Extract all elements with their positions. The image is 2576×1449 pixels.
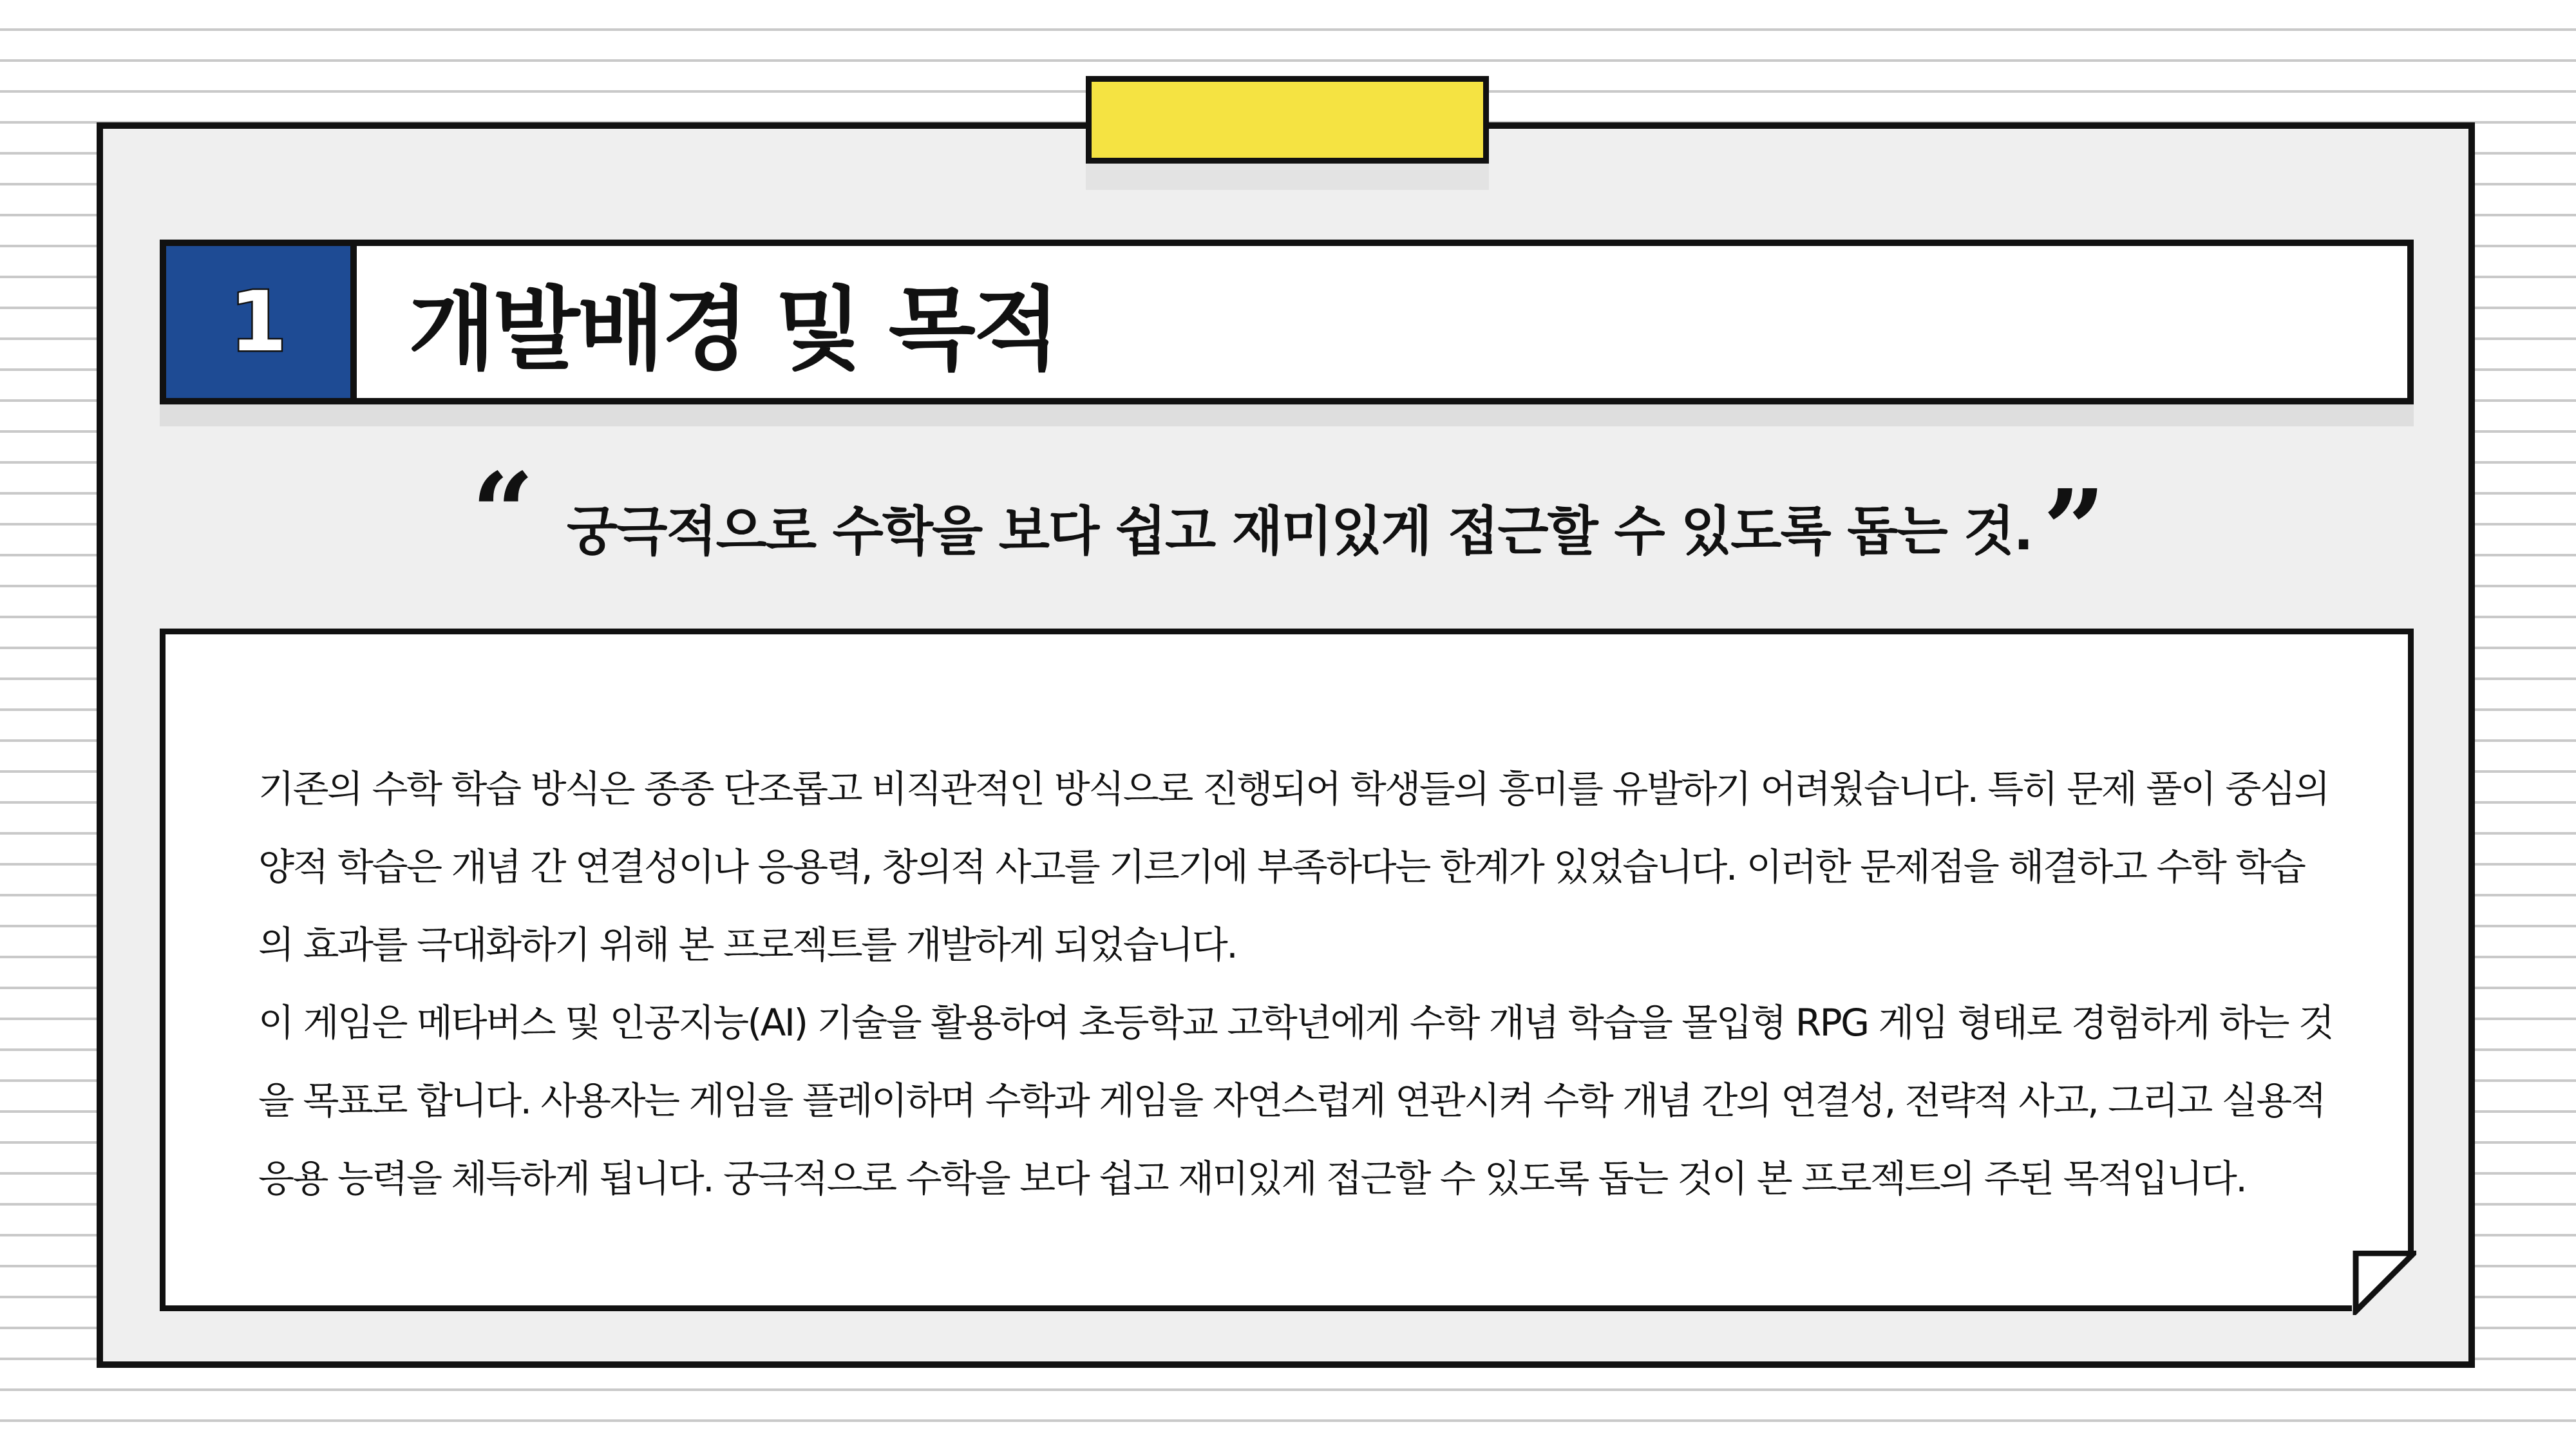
section-number: 1 (166, 246, 357, 398)
content-card (160, 629, 2414, 1311)
yellow-tab-decoration (1086, 76, 1489, 164)
highlight-quote: 궁극적으로 수학을 보다 쉽고 재미있게 접근할 수 있도록 돕는 것. (567, 501, 2032, 562)
section-header (160, 240, 2414, 404)
open-quote-icon: “ (471, 449, 535, 578)
background-paragraph: 기존의 수학 학습 방식은 종종 단조롭고 비직관적인 방식으로 진행되어 학생들의 흥미를 유발하기 어려웠습니다. 특히 문제 풀이 중심의 양적 학습은 개념 간 연결성이나 응용력, 창의적 사고를 기르기에 부족하다는 한계가 있었습니다. 이러한 문제점을 해결하고 수학 학습의 효과를 극대화하기 위해 본 프로젝트를 개발하게 되었습니다. (258, 767, 2329, 967)
page-curl-icon (2352, 1251, 2416, 1315)
purpose-paragraph: 이 게임은 메타버스 및 인공지능(AI) 기술을 활용하여 초등학교 고학년에게 수학 개념 학습을 몰입형 RPG 게임 형태로 경험하게 하는 것을 목표로 합니다. 사용자는 게임을 플레이하며 수학과 게임을 자연스럽게 연관시켜 수학 개념 간의 연결성, 전략적 사고, 그리고 실용적 응용 능력을 체득하게 됩니다. 궁극적으로 수학을 보다 쉽고 재미있게 접근할 수 있도록 돕는 것이 본 프로젝트의 주된 목적입니다. (258, 1001, 2333, 1200)
section-title: 개발배경 및 목적 (408, 277, 1058, 383)
content-body (258, 750, 2338, 1218)
close-quote-icon: ” (2043, 466, 2106, 594)
